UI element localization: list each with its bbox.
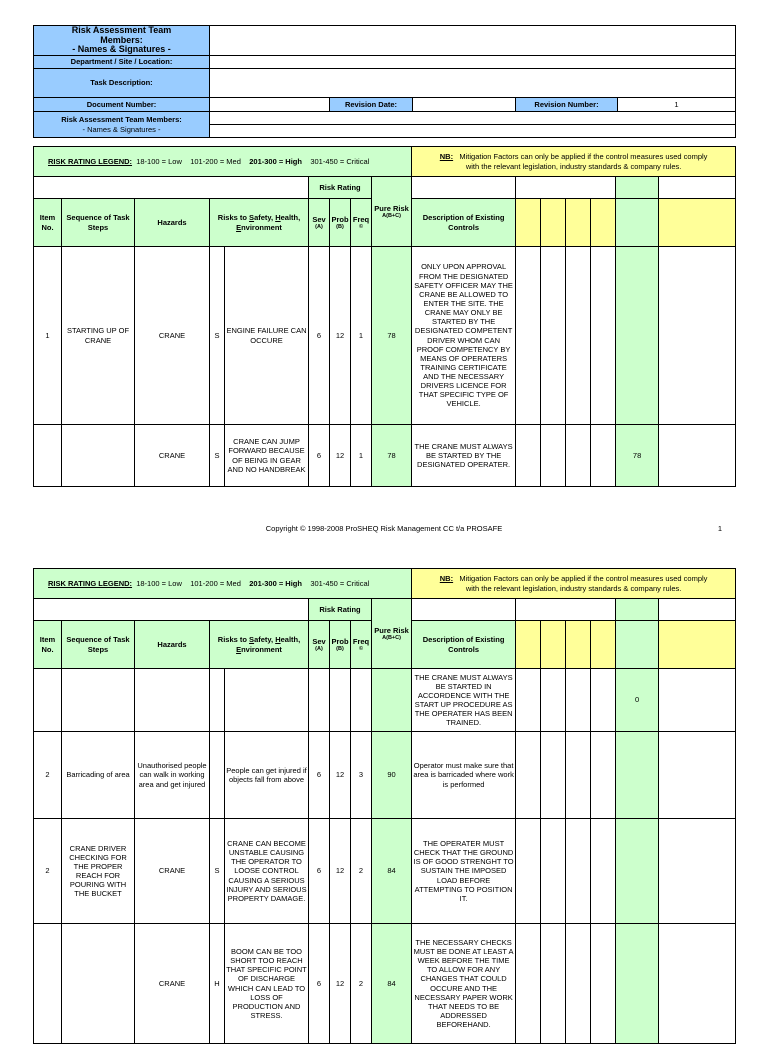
- sev-header-2: Sev (A): [309, 621, 330, 669]
- freq-cell: 2: [351, 819, 372, 924]
- she-flag-cell: H: [210, 924, 225, 1044]
- mitigation-cell: [541, 819, 566, 924]
- sev-cell: [309, 669, 330, 732]
- mitigation-cell: [516, 819, 541, 924]
- hazard-cell: CRANE: [135, 425, 210, 487]
- team-members-field-2b[interactable]: [210, 125, 736, 138]
- mitigation-cell: [541, 924, 566, 1044]
- legend-row-2: [34, 569, 736, 599]
- revision-date-field[interactable]: [413, 98, 516, 112]
- mitigation-cell: [591, 732, 616, 819]
- mitigation-cell: [591, 924, 616, 1044]
- prob-cell: 12: [330, 924, 351, 1044]
- sev-cell: 6: [309, 425, 330, 487]
- residual-risk-cell: [616, 247, 659, 425]
- freq-header-2: Freq ©: [351, 621, 372, 669]
- risks-header-2: Risks to Safety, Health, Environment: [210, 621, 309, 669]
- mitigation-cell: [516, 924, 541, 1044]
- team-members-field[interactable]: [210, 26, 736, 56]
- she-flag-cell: S: [210, 425, 225, 487]
- pure-risk-cell: 84: [372, 924, 412, 1044]
- department-label: Department / Site / Location:: [34, 56, 210, 69]
- risk-rating-header-row-2: [34, 599, 736, 621]
- she-flag-cell: S: [210, 819, 225, 924]
- description-header-2: Description of Existing Controls: [412, 621, 516, 669]
- mitigation-cell: [566, 247, 591, 425]
- she-flag-cell: S: [210, 247, 225, 425]
- department-field[interactable]: [210, 56, 736, 69]
- table-row: [34, 819, 736, 924]
- mitigation-cell: [516, 247, 541, 425]
- blank-cell: [659, 669, 736, 732]
- residual-risk-cell: [616, 732, 659, 819]
- risk-cell: [225, 669, 309, 732]
- mitigation-cell: [541, 732, 566, 819]
- description-cell: Operator must make sure that area is barricaded where work is performed: [412, 732, 516, 819]
- item-no-cell: [34, 425, 62, 487]
- freq-cell: 1: [351, 247, 372, 425]
- page-number: 1: [717, 524, 722, 533]
- team-members-label: Risk Assessment Team Members: - Names & Signatures -: [34, 26, 210, 56]
- risk-rating-label-2: Risk Rating: [309, 599, 372, 621]
- pure-risk-cell: 84: [372, 819, 412, 924]
- sequence-cell: STARTING UP OF CRANE: [62, 247, 135, 425]
- prob-cell: 12: [330, 819, 351, 924]
- freq-cell: 3: [351, 732, 372, 819]
- document-number-label: Document Number:: [34, 98, 210, 112]
- pure-risk-cell: 78: [372, 425, 412, 487]
- risk-table-page-1: [33, 146, 736, 487]
- pure-risk-header: Pure Risk A(B+C): [372, 177, 412, 247]
- rows-page-1: [34, 247, 736, 487]
- mitigation-cell: [591, 819, 616, 924]
- sequence-cell: [62, 425, 135, 487]
- risk-cell: People can get injured if objects fall from above: [225, 732, 309, 819]
- mitigation-cell: [541, 425, 566, 487]
- risk-cell: CRANE CAN BECOME UNSTABLE CAUSING THE OPERATOR TO LOOSE CONTROL CAUSING A SERIOUS INJURY AND SERIOUS PROPERTY DAMAGE.: [225, 819, 309, 924]
- blank-cell: [659, 732, 736, 819]
- sev-cell: 6: [309, 732, 330, 819]
- risk-rating-header-row: [34, 177, 736, 199]
- freq-cell: [351, 669, 372, 732]
- prob-header-2: Prob (B): [330, 621, 351, 669]
- description-cell: THE OPERATER MUST CHECK THAT THE GROUND IS OF GOOD STRENGHT TO SUSTAIN THE IMPOSED LOAD BEFORE ATTEMPTING TO POSITION IT.: [412, 819, 516, 924]
- table-row: [34, 247, 736, 425]
- freq-cell: 2: [351, 924, 372, 1044]
- description-cell: THE CRANE MUST ALWAYS BE STARTED IN ACCORDENCE WITH THE START UP PROCEDURE AS THE OPERATER HAS BEEN TRAINED.: [412, 669, 516, 732]
- blank-cell: [659, 425, 736, 487]
- sequence-cell: CRANE DRIVER CHECKING FOR THE PROPER REACH FOR POURING WITH THE BUCKET: [62, 819, 135, 924]
- prob-cell: 12: [330, 732, 351, 819]
- item-no-header: Item No.: [34, 199, 62, 247]
- freq-header: Freq ©: [351, 199, 372, 247]
- revision-number-field[interactable]: 1: [618, 98, 736, 112]
- sev-cell: 6: [309, 247, 330, 425]
- mitigation-cell: [566, 924, 591, 1044]
- pure-risk-cell: 78: [372, 247, 412, 425]
- table-row: [34, 669, 736, 732]
- risk-rating-label: Risk Rating: [309, 177, 372, 199]
- sequence-cell: Barricading of area: [62, 732, 135, 819]
- item-no-cell: 1: [34, 247, 62, 425]
- sequence-cell: [62, 669, 135, 732]
- copyright-text: Copyright © 1998-2008 ProSHEQ Risk Management CC t/a PROSAFE: [265, 524, 503, 533]
- hazard-cell: Unauthorised people can walk in working area and get injured: [135, 732, 210, 819]
- sev-cell: 6: [309, 924, 330, 1044]
- header-table: [33, 25, 736, 138]
- hazard-cell: CRANE: [135, 247, 210, 425]
- item-no-cell: 2: [34, 732, 62, 819]
- residual-risk-cell: 0: [616, 669, 659, 732]
- risk-cell: ENGINE FAILURE CAN OCCURE: [225, 247, 309, 425]
- sequence-cell: [62, 924, 135, 1044]
- team-members-label-2: Risk Assessment Team Members: - Names & Signatures -: [34, 112, 210, 138]
- risks-header: Risks to Safety, Health, Environment: [210, 199, 309, 247]
- freq-cell: 1: [351, 425, 372, 487]
- mitigation-cell: [591, 669, 616, 732]
- residual-risk-cell: 78: [616, 425, 659, 487]
- mitigation-cell: [541, 669, 566, 732]
- hazard-cell: [135, 669, 210, 732]
- mitigation-cell: [516, 425, 541, 487]
- item-no-cell: [34, 669, 62, 732]
- prob-cell: 12: [330, 425, 351, 487]
- task-description-label: Task Description:: [34, 69, 210, 98]
- table-row: [34, 924, 736, 1044]
- risk-rating-legend-2: RISK RATING LEGEND: 18-100 = Low 101-200 = Med 201-300 = High 301-450 = Critical: [34, 569, 412, 599]
- risk-table-page-2: [33, 568, 736, 1044]
- revision-date-label: Revision Date:: [330, 98, 413, 112]
- prob-cell: [330, 669, 351, 732]
- hazard-cell: CRANE: [135, 819, 210, 924]
- hazards-header: Hazards: [135, 199, 210, 247]
- mitigation-note-2: NB: Mitigation Factors can only be applied if the control measures used comply with the relevant legislation, industry standards & company rules.: [412, 569, 736, 599]
- mitigation-cell: [566, 669, 591, 732]
- table-row: [34, 425, 736, 487]
- document-number-field[interactable]: [210, 98, 330, 112]
- team-members-field-2a[interactable]: [210, 112, 736, 125]
- risk-rating-legend: RISK RATING LEGEND: 18-100 = Low 101-200 = Med 201-300 = High 301-450 = Critical: [34, 147, 412, 177]
- sev-cell: 6: [309, 819, 330, 924]
- mitigation-cell: [591, 425, 616, 487]
- item-no-cell: [34, 924, 62, 1044]
- description-cell: ONLY UPON APPROVAL FROM THE DESIGNATED SAFETY OFFICER MAY THE CRANE BE ALLOWED TO ENTER THE SITE. THE CRANE MAY ONLY BE STARTED BY THE DESIGNATED COMPETENT DRIVER WHOM CAN PROOF COMPETENCY BY MEANS OF OPERATERS TRAINING CERTIFICATE AND THE NECESSARY DRIVERS LICENCE FOR THAT SPECIFIC TYPE OF VEHICLE.: [412, 247, 516, 425]
- table-row: [34, 732, 736, 819]
- mitigation-cell: [566, 819, 591, 924]
- item-no-header-2: Item No.: [34, 621, 62, 669]
- mitigation-cell: [591, 247, 616, 425]
- legend-row: [34, 147, 736, 177]
- blank-cell: [659, 819, 736, 924]
- task-description-field[interactable]: [210, 69, 736, 98]
- residual-risk-cell: [616, 924, 659, 1044]
- sev-header: Sev (A): [309, 199, 330, 247]
- risk-cell: BOOM CAN BE TOO SHORT TOO REACH THAT SPECIFIC POINT OF DISCHARGE WHICH CAN LEAD TO LOSS OF PRODUCTION AND STRESS.: [225, 924, 309, 1044]
- mitigation-cell: [541, 247, 566, 425]
- prob-header: Prob (B): [330, 199, 351, 247]
- pure-risk-header-2: Pure Risk A(B+C): [372, 599, 412, 669]
- blank-cell: [659, 924, 736, 1044]
- hazards-header-2: Hazards: [135, 621, 210, 669]
- description-cell: THE CRANE MUST ALWAYS BE STARTED BY THE DESIGNATED OPERATER.: [412, 425, 516, 487]
- revision-number-label: Revision Number:: [516, 98, 618, 112]
- prob-cell: 12: [330, 247, 351, 425]
- pure-risk-cell: 90: [372, 732, 412, 819]
- mitigation-note: NB: Mitigation Factors can only be applied if the control measures used comply with the relevant legislation, industry standards & company rules.: [412, 147, 736, 177]
- hazard-cell: CRANE: [135, 924, 210, 1044]
- description-cell: THE NECESSARY CHECKS MUST BE DONE AT LEAST A WEEK BEFORE THE TIME TO ALLOW FOR ANY CHANGES THAT COULD OCCURE AND THE NECESSARY PAPER WORK THAT NEEDS TO BE ADDRESSED BEFOREHAND.: [412, 924, 516, 1044]
- rows-page-2: [34, 669, 736, 1044]
- mitigation-cell: [566, 425, 591, 487]
- risk-cell: CRANE CAN JUMP FORWARD BECAUSE OF BEING IN GEAR AND NO HANDBREAK: [225, 425, 309, 487]
- blank-cell: [659, 247, 736, 425]
- description-header: Description of Existing Controls: [412, 199, 516, 247]
- item-no-cell: 2: [34, 819, 62, 924]
- she-flag-cell: [210, 669, 225, 732]
- mitigation-cell: [516, 732, 541, 819]
- mitigation-cell: [516, 669, 541, 732]
- she-flag-cell: [210, 732, 225, 819]
- sequence-header: Sequence of Task Steps: [62, 199, 135, 247]
- mitigation-cell: [566, 732, 591, 819]
- pure-risk-cell: [372, 669, 412, 732]
- sequence-header-2: Sequence of Task Steps: [62, 621, 135, 669]
- residual-risk-cell: [616, 819, 659, 924]
